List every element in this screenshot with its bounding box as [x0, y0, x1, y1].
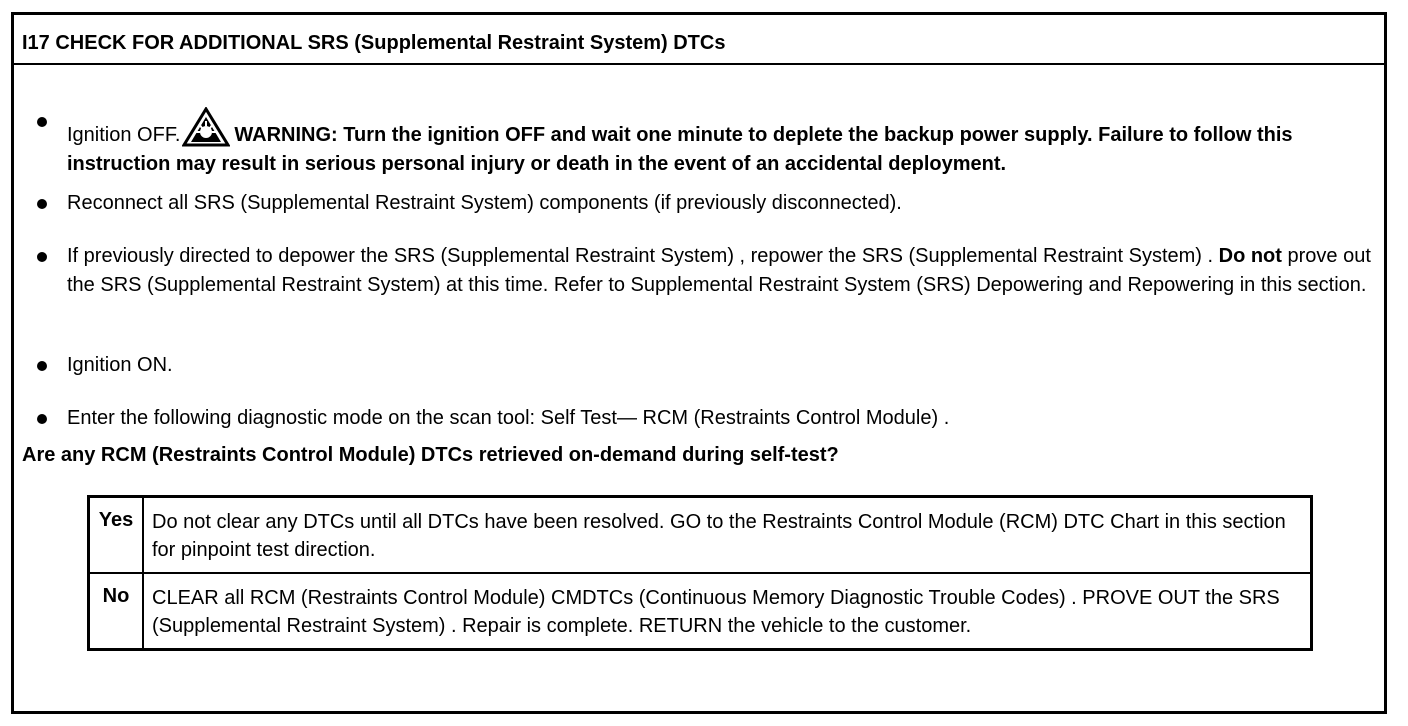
step-item-self-test: Enter the following diagnostic mode on the scan tool: Self Test— RCM (Restraints Control Module) . [67, 404, 1385, 433]
test-step-frame [11, 12, 1387, 714]
answer-label-yes: Yes [89, 497, 144, 574]
do-not-text: Do not [1218, 245, 1282, 267]
answer-row-no [89, 573, 1312, 650]
answer-table [87, 495, 1313, 651]
step-title: I17 CHECK FOR ADDITIONAL SRS (Supplemental Restraint System) DTCs [14, 15, 1384, 65]
step-item-ignition-on: Ignition ON. [67, 351, 1385, 380]
step-item-ignition-off [67, 107, 1385, 179]
repower-text-1: If previously directed to depower the SRS (Supplemental Restraint System) , repower the SRS (Supplemental Restraint System) . [67, 245, 1214, 267]
warning-icon [182, 107, 230, 147]
step-item-repower [67, 242, 1385, 300]
step-item-reconnect: Reconnect all SRS (Supplemental Restraint System) components (if previously disconnected). [67, 189, 1385, 218]
answer-text-yes: Do not clear any DTCs until all DTCs have been resolved. GO to the Restraints Control Module (RCM) DTC Chart in this section for pinpoint test direction. [143, 497, 1312, 574]
answer-label-no: No [89, 573, 144, 650]
step-lead-text: Ignition OFF. [67, 124, 181, 146]
diagnostic-question: Are any RCM (Restraints Control Module) DTCs retrieved on-demand during self-test? [22, 444, 839, 466]
answer-text-no: CLEAR all RCM (Restraints Control Module) CMDTCs (Continuous Memory Diagnostic Trouble Codes) . PROVE OUT the SRS (Supplemental Restraint System) . Repair is complete. RETURN the vehicle to the customer. [152, 587, 1280, 637]
answer-row-yes [89, 497, 1312, 574]
warning-text: WARNING: Turn the ignition OFF and wait one minute to deplete the backup power supply. Failure to follow this instruction may result in serious personal injury or death in the event of an accidental deployment. [67, 124, 1293, 175]
repower-text-2: prove out the SRS (Supplemental Restraint System) at this time. Refer to Supplemental Restraint System (SRS) Depowering and Repowering in this section. [67, 245, 1371, 296]
